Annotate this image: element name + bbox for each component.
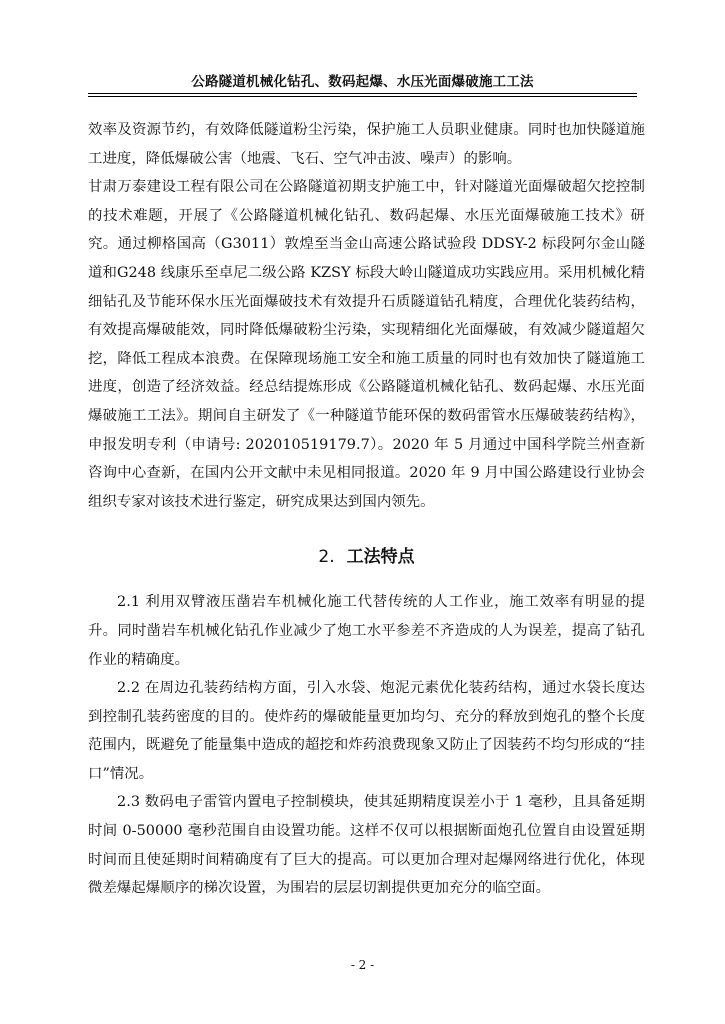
section-title-text: 工法特点 <box>346 547 415 568</box>
page-body <box>88 116 645 903</box>
page-number: - 2 - <box>350 958 375 972</box>
intro-paragraph-continued: 效率及资源节约，有效降低隧道粉尘污染，保护施工人员职业健康。同时也加快隧道施工进度，降低爆破公害（地震、飞石、空气冲击波、噪声）的影响。 <box>88 122 645 167</box>
section-number: 2. <box>318 547 335 568</box>
header-rule-thin <box>88 96 637 97</box>
section-heading <box>88 542 645 572</box>
header-rule-thick <box>88 93 637 94</box>
feature-paragraph-2-3: 2.3 数码电子雷管内置电子控制模块，使其延期精度误差小于 1 毫秒，且具备延期时间 0-50000 毫秒范围自由设置功能。这样不仅可以根据断面炮孔位置自由设置延期时间而且使延期时间精确度有了巨大的提高。可以更加合理对起爆网络进行优化，体现微差爆起爆顺序的梯次设置，为围岩的层层切割提供更加充分的临空面。 <box>88 794 645 897</box>
feature-paragraph-2-2: 2.2 在周边孔装药结构方面，引入水袋、炮泥元素优化装药结构，通过水袋长度达到控制孔装药密度的目的。使炸药的爆破能量更加均匀、充分的释放到炮孔的整个长度范围内，既避免了能量集中造成的超挖和炸药浪费现象又防止了因装药不均匀形成的“挂口”情况。 <box>88 680 645 782</box>
running-header: 公路隧道机械化钻孔、数码起爆、水压光面爆破施工工法 <box>191 74 534 90</box>
feature-paragraph-2-1: 2.1 利用双臂液压凿岩车机械化施工代替传统的人工作业，施工效率有明显的提升。同时凿岩车机械化钻孔作业减少了炮工水平参差不齐造成的人为误差，提高了钻孔作业的精确度。 <box>88 594 645 668</box>
intro-paragraph: 甘肃万泰建设工程有限公司在公路隧道初期支护施工中，针对隧道光面爆破超欠挖控制的技术难题，开展了《公路隧道机械化钻孔、数码起爆、水压光面爆破施工技术》研究。通过柳格国高（G3011）敦煌至当金山高速公路试验段 DDSY-2 标段阿尔金山隧道和G248 线康乐至卓尼二级公路 KZSY 标段大岭山隧道成功实践应用。采用机械化精细钻孔及节能环保水压光面爆破技术有效提升石质隧道钻孔精度，合理优化装药结构，有效提高爆破能效，同时降低爆破粉尘污染，实现精细化光面爆破，有效减少隧道超欠挖，降低工程成本浪费。在保障现场施工安全和施工质量的同时也有效加快了隧道施工进度，创造了经济效益。经总结提炼形成《公路隧道机械化钻孔、数码起爆、水压光面爆破施工工法》。期间自主研发了《一种隧道节能环保的数码雷管水压爆破装药结构》，申报发明专利（申请号: 202010519179.7）。2020 年 5 月通过中国科学院兰州查新咨询中心查新，在国内公开文献中未见相同报道。2020 年 9 月中国公路建设行业协会组织专家对该技术进行鉴定，研究成果达到国内领先。 <box>88 179 645 510</box>
